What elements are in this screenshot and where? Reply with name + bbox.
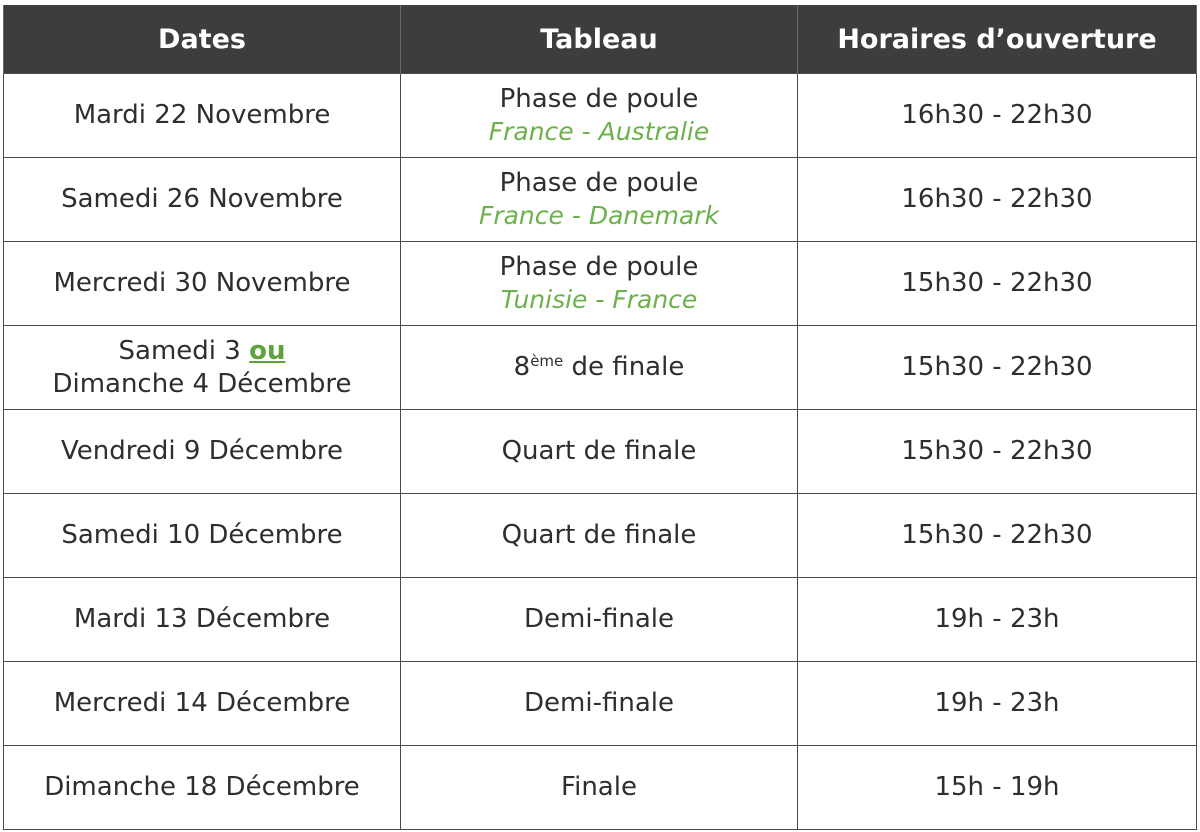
date-cell: Mardi 13 Décembre (4, 578, 401, 662)
date-cell: Vendredi 9 Décembre (4, 410, 401, 494)
date-cell (4, 326, 401, 410)
tableau-cell (401, 242, 798, 326)
phase-label: Phase de poule (499, 84, 699, 114)
table-row (4, 242, 1197, 326)
date-cell: Samedi 10 Décembre (4, 494, 401, 578)
table-row (4, 410, 1197, 494)
header-row (4, 5, 1197, 74)
tableau-cell: Demi-finale (401, 578, 798, 662)
match-label: France - Danemark (478, 201, 720, 230)
schedule-table (3, 5, 1197, 830)
date-line-1: Samedi 3 (118, 335, 241, 366)
table-header (4, 5, 1197, 74)
round-number: 8 (513, 352, 531, 382)
hours-cell: 15h - 19h (798, 746, 1197, 830)
header-tableau: Tableau (401, 5, 798, 74)
table-row (4, 326, 1197, 410)
hours-cell: 19h - 23h (798, 662, 1197, 746)
table-row (4, 578, 1197, 662)
tableau-cell (401, 74, 798, 158)
date-line-2: Dimanche 4 Décembre (52, 368, 352, 399)
header-dates: Dates (4, 5, 401, 74)
hours-cell: 15h30 - 22h30 (798, 242, 1197, 326)
date-cell: Samedi 26 Novembre (4, 158, 401, 242)
round-suffix: ème (530, 352, 564, 370)
hours-cell: 16h30 - 22h30 (798, 74, 1197, 158)
hours-cell: 15h30 - 22h30 (798, 410, 1197, 494)
round-label: de finale (563, 352, 685, 382)
tableau-cell: Quart de finale (401, 410, 798, 494)
hours-cell: 16h30 - 22h30 (798, 158, 1197, 242)
tableau-cell (401, 158, 798, 242)
hours-cell: 19h - 23h (798, 578, 1197, 662)
tableau-cell: Quart de finale (401, 494, 798, 578)
tableau-cell: Demi-finale (401, 662, 798, 746)
header-horaires: Horaires d’ouverture (798, 5, 1197, 74)
date-cell: Mercredi 30 Novembre (4, 242, 401, 326)
date-cell: Dimanche 18 Décembre (4, 746, 401, 830)
or-label: ou (249, 335, 286, 366)
match-label: France - Australie (488, 117, 710, 146)
table-body (4, 74, 1197, 830)
tableau-cell (401, 326, 798, 410)
table-row (4, 158, 1197, 242)
table-row (4, 494, 1197, 578)
hours-cell: 15h30 - 22h30 (798, 326, 1197, 410)
tableau-cell: Finale (401, 746, 798, 830)
table-row (4, 746, 1197, 830)
date-cell: Mardi 22 Novembre (4, 74, 401, 158)
date-cell: Mercredi 14 Décembre (4, 662, 401, 746)
table-row (4, 74, 1197, 158)
table-row (4, 662, 1197, 746)
match-label: Tunisie - France (500, 285, 698, 314)
phase-label: Phase de poule (499, 252, 699, 282)
phase-label: Phase de poule (499, 168, 699, 198)
hours-cell: 15h30 - 22h30 (798, 494, 1197, 578)
